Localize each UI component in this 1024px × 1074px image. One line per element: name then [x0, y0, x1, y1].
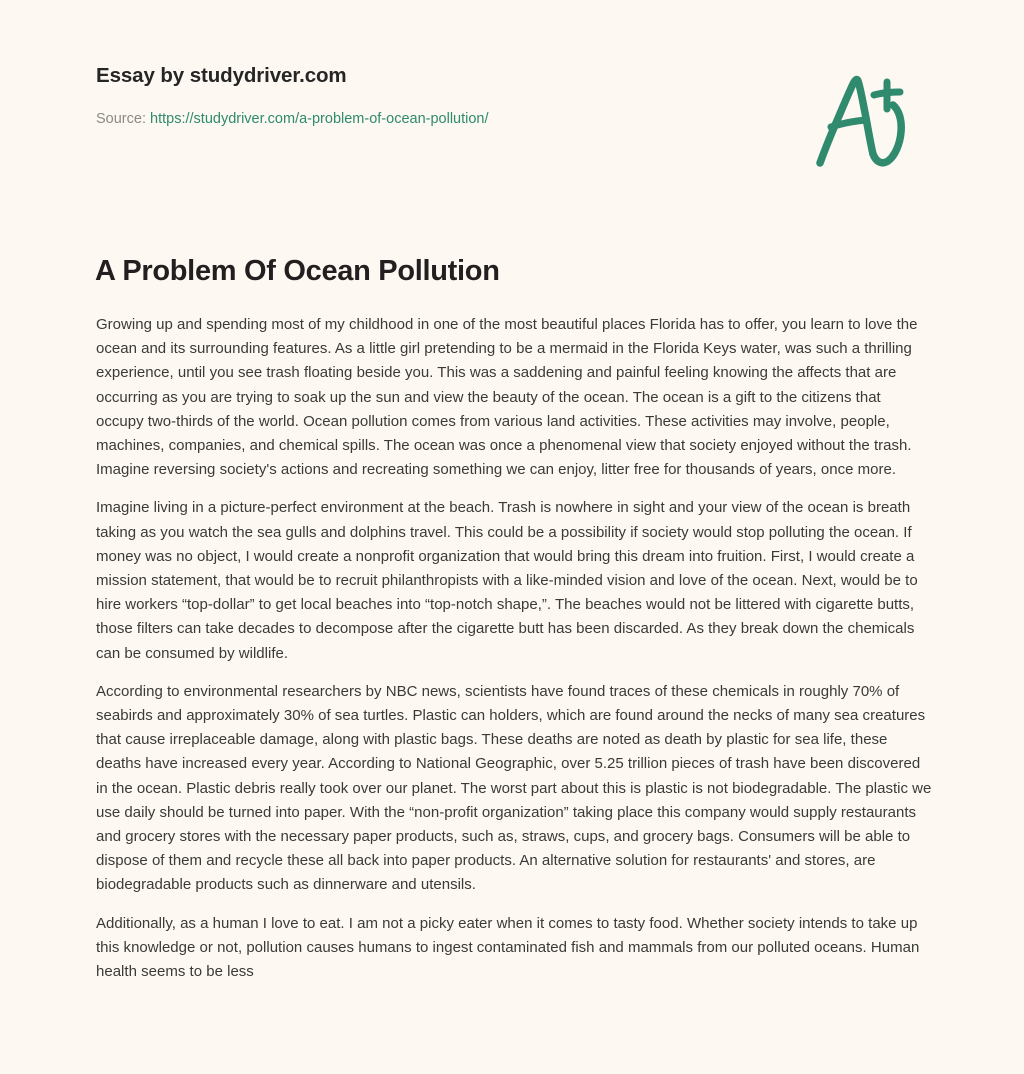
- body-paragraph: Growing up and spending most of my childhood in one of the most beautiful places Florida has to offer, you learn to love the ocean and its surrounding features. As a little girl pretending to be a mermaid in the Florida Keys water, was such a thrilling experience, until you see trash floating beside you. This was a saddening and painful feeling knowing the affects that are occurring as you are trying to soak up the sun and view the beauty of the ocean. The ocean is a gift to the citizens that occupy two-thirds of the world. Ocean pollution comes from various land activities. These activities may involve, people, machines, companies, and chemical spills. The ocean was once a phenomenal view that society enjoyed without the trash. Imagine reversing society's actions and recreating something we can enjoy, litter free for thousands of years, once more.: [96, 316, 918, 479]
- document-header: [96, 62, 932, 172]
- body-paragraph: Additionally, as a human I love to eat. I am not a picky eater when it comes to tasty food. Whether society intends to take up this knowledge or not, pollution causes humans to ingest contaminated fish and mammals from our polluted oceans. Human health seems to be less: [96, 914, 920, 981]
- essay-body: [96, 313, 932, 984]
- source-label: Source:: [96, 111, 146, 127]
- byline: Essay by studydriver.com: [96, 64, 347, 87]
- page-title: A Problem Of Ocean Pollution: [95, 255, 500, 287]
- source-line: [96, 109, 932, 129]
- source-url-link[interactable]: https://studydriver.com/a-problem-of-ocean-pollution/: [150, 111, 489, 127]
- a-plus-logo-icon: [808, 66, 912, 172]
- body-paragraph: According to environmental researchers by NBC news, scientists have found traces of these chemicals in roughly 70% of seabirds and approximately 30% of sea turtles. Plastic can holders, which are found around the necks of many sea creatures that cause irreplaceable damage, along with plastic bags. These deaths are noted as death by plastic for sea life, these deaths have increased every year. According to National Geographic, over 5.25 trillion pieces of trash have been discovered in the ocean. Plastic debris really took over our planet. The worst part about this is plastic is not biodegradable. The plastic we use daily should be turned into paper. With the “non-profit organization” taking place this company would supply restaurants and grocery stores with the necessary paper products, such as, straws, cups, and grocery bags. Consumers will be able to dispose of them and recycle these all back into paper products. An alternative solution for restaurants' and stores, are biodegradable products such as dinnerware and utensils.: [96, 682, 932, 894]
- body-paragraph: Imagine living in a picture-perfect environment at the beach. Trash is nowhere in sight and your view of the ocean is breath taking as you watch the sea gulls and dolphins travel. This could be a possibility if society would stop polluting the ocean. If money was no object, I would create a nonprofit organization that would bring this dream into fruition. First, I would create a mission statement, that would be to recruit philanthropists with a like-minded vision and love of the ocean. Next, would be to hire workers “top-dollar” to get local beaches into “top-notch shape,”. The beaches would not be littered with cigarette butts, those filters can take decades to decompose after the cigarette butt has been discarded. As they break down the chemicals can be consumed by wildlife.: [96, 499, 918, 662]
